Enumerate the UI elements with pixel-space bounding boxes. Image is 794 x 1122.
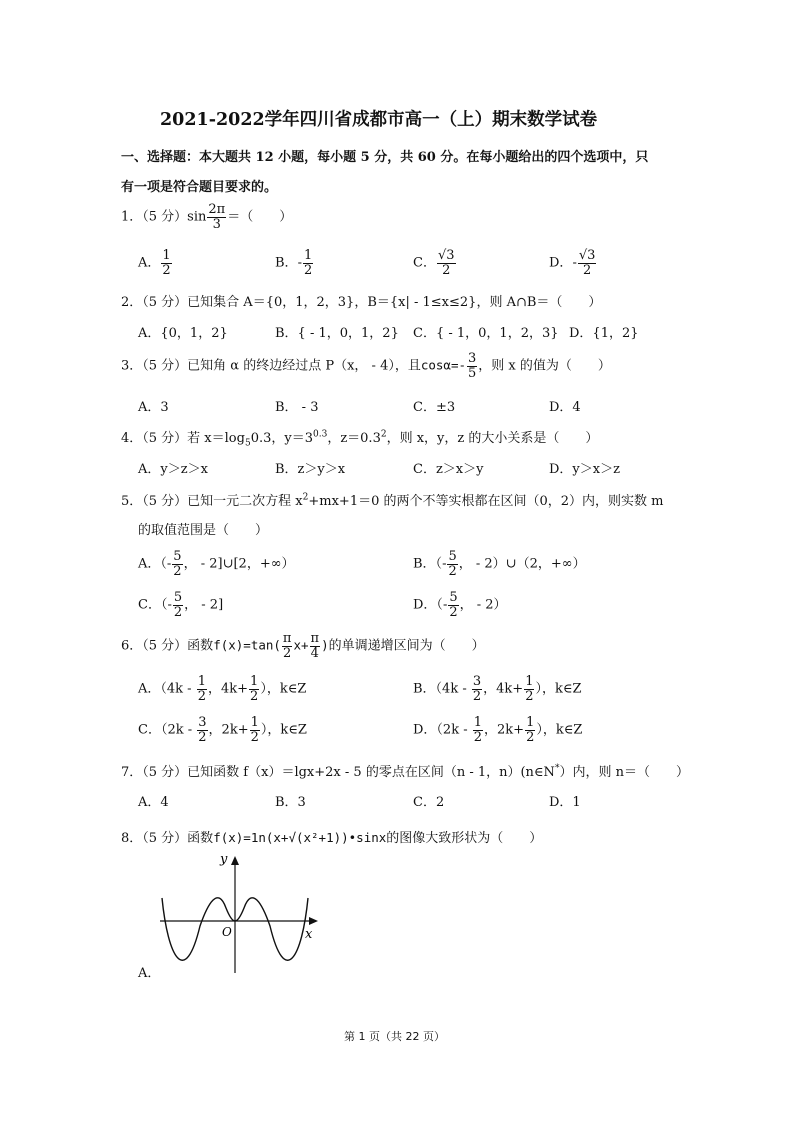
q7-option-a: A．4 <box>138 795 169 810</box>
q7-option-c: C．2 <box>413 795 445 810</box>
question-5-stem-line2: 的取值范围是（ ） <box>138 523 269 538</box>
q6-option-a: A．（4k - $\frac{1}{2}$ ，4k+ $\frac{1}{2}$ ），k∈Z <box>138 674 307 704</box>
origin-label: O <box>222 925 232 939</box>
q2-option-b: B．{ - 1，0，1，2} <box>275 326 399 341</box>
q3-option-d: D．4 <box>549 400 581 415</box>
question-2-stem: 2．（5 分）已知集合 A＝{0，1，2，3}，B＝{x| - 1≤x≤2}，则 A∩B＝（ ） <box>121 295 602 310</box>
q8-option-a-label: A． <box>138 966 161 981</box>
q5-option-a: A．（- $\frac{5}{2}$ ， - 2]∪[2，+∞） <box>138 549 295 579</box>
q3-option-c: C．±3 <box>413 400 456 415</box>
q4-option-d: D．y＞x＞z <box>549 462 620 477</box>
q1-option-b: B．- $\frac{1}{2}$ <box>275 248 313 278</box>
q1-stem-tail: ＝（ ） <box>227 209 293 225</box>
q5-option-c: C．（- $\frac{5}{2}$ ， - 2] <box>138 590 224 620</box>
q1-option-c: C． $\frac{√3}{2}$ <box>413 248 455 278</box>
q1-fraction: $\frac{2\pi}{3}$ <box>208 202 226 232</box>
q2-option-d: D．{1，2} <box>569 326 639 341</box>
x-axis-label: x <box>305 927 313 942</box>
q3-option-a: A．3 <box>138 400 169 415</box>
q8-option-a-graph <box>150 848 330 978</box>
section-instructions-line2: 有一项是符合题目要求的。 <box>121 180 278 195</box>
q1-option-a: A． $\frac{1}{2}$ <box>138 248 171 278</box>
section-instructions-line1: 一、选择题：本大题共 12 小题，每小题 5 分，共 60 分。在每小题给出的四个选项中，只 <box>121 150 649 165</box>
q4-option-c: C．z＞x＞y <box>413 462 484 477</box>
q4-option-b: B．z＞y＞x <box>275 462 346 477</box>
question-4-stem: 4．（5 分）若 $x=\log_50.3$，$y=3^{0.3}$，$z=0.3^2$，则 x，y，z 的大小关系是（ ） <box>121 429 599 449</box>
q5-option-d: D．（- $\frac{5}{2}$ ， - 2） <box>413 590 507 620</box>
q6-option-d: D．（2k - $\frac{1}{2}$ ，2k+ $\frac{1}{2}$ ），k∈Z <box>413 715 583 745</box>
q2-option-c: C．{ - 1，0，1，2，3} <box>413 326 559 341</box>
question-6-stem: 6．（5 分）函数f(x)=tan( $\frac{\pi}{2}$ x+ $\frac{\pi}{4}$ )的单调递增区间为（ ） <box>121 631 485 661</box>
question-7-stem: 7．（5 分）已知函数 f（x）＝lgx+2x - 5 的零点在区间（n - 1，n）(n∈N*）内，则 n＝（ ） <box>121 763 689 780</box>
q7-option-d: D．1 <box>549 795 581 810</box>
y-axis-label: y <box>220 852 228 867</box>
x-axis-arrow-icon <box>309 917 318 925</box>
q7-option-b: B．3 <box>275 795 306 810</box>
q6-option-c: C．（2k - $\frac{3}{2}$ ，2k+ $\frac{1}{2}$ ），k∈Z <box>138 715 307 745</box>
q2-option-a: A．{0，1，2} <box>138 326 228 341</box>
q3-option-b: B． - 3 <box>275 400 319 415</box>
q4-option-a: A．y＞z＞x <box>138 462 208 477</box>
q1-stem-text: 1．（5 分）sin <box>121 209 207 225</box>
q6-option-b: B．（4k - $\frac{3}{2}$ ，4k+ $\frac{1}{2}$ ），k∈Z <box>413 674 582 704</box>
y-axis-arrow-icon <box>231 856 239 865</box>
question-8-stem: 8．（5 分）函数f(x)=1n(x+√(x²+1))•sinx的图像大致形状为（ ） <box>121 830 543 846</box>
question-3-stem: 3．（5 分）已知角 α 的终边经过点 P（x， - 4），且cosα=- $\frac{3}{5}$ ，则 x 的值为（ ） <box>121 351 611 381</box>
q1-option-d: D．- $\frac{√3}{2}$ <box>549 248 596 278</box>
page-footer: 第 1 页（共 22 页） <box>344 1030 445 1043</box>
question-5-stem: 5．（5 分）已知一元二次方程 $x^2+mx+1=0$ 的两个不等实根都在区间（0，2）内，则实数 m <box>121 492 664 509</box>
q5-option-b: B．（- $\frac{5}{2}$ ， - 2）∪（2，+∞） <box>413 549 586 579</box>
question-1-stem <box>121 203 292 231</box>
page-title: 2021-2022学年四川省成都市高一（上）期末数学试卷 <box>160 110 598 130</box>
